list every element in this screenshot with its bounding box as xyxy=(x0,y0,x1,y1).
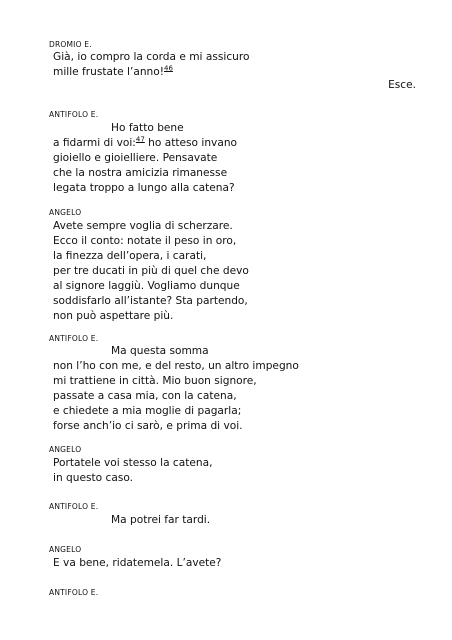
speaker-label: ANTIFOLO E. xyxy=(49,588,99,597)
verse-line: mi trattiene in città. Mio buon signore, xyxy=(53,375,257,387)
verse-line: Ma questa somma xyxy=(111,345,209,357)
verse-line: E va bene, ridatemela. L’avete? xyxy=(53,557,222,569)
footnote-link[interactable]: 46 xyxy=(164,64,173,73)
verse-line: soddisfarlo all’istante? Sta partendo, xyxy=(53,295,248,307)
verse-line: gioiello e gioielliere. Pensavate xyxy=(53,152,218,164)
speaker-label: ANGELO xyxy=(49,445,82,454)
verse-line-text: ho atteso invano xyxy=(144,137,238,149)
speech-text xyxy=(53,344,299,434)
verse-line: Portatele voi stesso la catena, xyxy=(53,457,213,469)
stage-direction: Esce. xyxy=(388,79,416,91)
speaker-label: ANTIFOLO E. xyxy=(49,110,99,119)
verse-line: che la nostra amicizia rimanesse xyxy=(53,167,228,179)
verse-line xyxy=(53,65,250,80)
verse-line: Ho fatto bene xyxy=(111,122,184,134)
speech-text xyxy=(53,219,249,324)
verse-line-text: a fidarmi di voi: xyxy=(53,137,136,149)
verse-line: per tre ducati in più di quel che devo xyxy=(53,265,249,277)
verse-line: forse anch’io ci sarò, e prima di voi. xyxy=(53,420,243,432)
verse-line-text: mille frustate l’anno! xyxy=(53,66,164,78)
speaker-label: ANTIFOLO E. xyxy=(49,502,99,511)
speaker-label: ANGELO xyxy=(49,545,82,554)
verse-line: in questo caso. xyxy=(53,472,134,484)
speaker-label: ANGELO xyxy=(49,208,82,217)
verse-line: e chiedete a mia moglie di pagarla; xyxy=(53,405,242,417)
verse-line: al signore laggiù. Vogliamo dunque xyxy=(53,280,240,292)
speech-text xyxy=(53,50,250,80)
verse-line: passate a casa mia, con la catena, xyxy=(53,390,237,402)
verse-line: Ma potrei far tardi. xyxy=(111,514,211,526)
verse-line: Già, io compro la corda e mi assicuro xyxy=(53,51,250,63)
verse-line: non può aspettare più. xyxy=(53,310,174,322)
footnote-link[interactable]: 47 xyxy=(135,135,145,144)
verse-line: legata troppo a lungo alla catena? xyxy=(53,182,235,194)
speech-text xyxy=(53,513,210,528)
speaker-label: DROMIO E. xyxy=(49,40,92,49)
verse-line: Ecco il conto: notate il peso in oro, xyxy=(53,235,237,247)
verse-line: Avete sempre voglia di scherzare. xyxy=(53,220,233,232)
speech-text xyxy=(53,556,221,571)
speech-text xyxy=(53,456,213,486)
verse-line: la finezza dell’opera, i carati, xyxy=(53,250,207,262)
verse-line: non l’ho con me, e del resto, un altro impegno xyxy=(53,360,299,372)
verse-line xyxy=(53,136,237,151)
speaker-label: ANTIFOLO E. xyxy=(49,334,99,343)
speech-text xyxy=(53,121,237,196)
